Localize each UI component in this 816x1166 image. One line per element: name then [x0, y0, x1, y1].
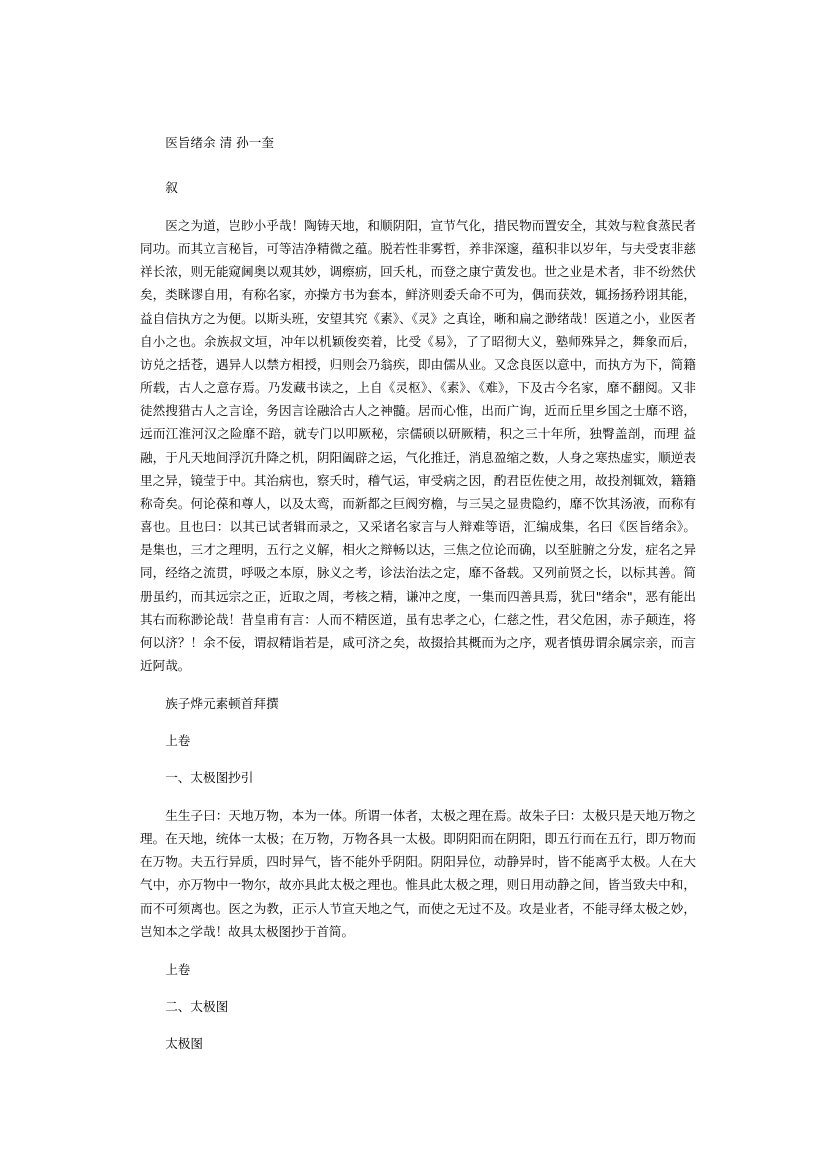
section-heading-2: 二、太极图 [165, 998, 229, 1014]
section-volume-2: 上卷 [165, 962, 191, 977]
section-body-2: 太极图 [165, 1035, 203, 1051]
preface-heading: 叙 [165, 179, 178, 195]
preface-signature: 族子烨元素顿首拜撰 [165, 696, 279, 712]
section-volume-1: 上卷 [165, 733, 191, 749]
section-heading-1: 一、太极图抄引 [165, 770, 254, 786]
document-title: 医旨绪余 清 孙一奎 [165, 135, 274, 150]
preface-body: 医之为道，岂眇小乎哉！陶铸天地，和顺阴阳，宣节气化，措民物而置安全，其效与粒食蒸民者同功。而其立言秘旨，可等洁净精微之蕴。脱若性非雾哲，养非深邃，蕴积非以岁年，与夫受衷非慈祥长浓，则无能窥阃奥以观其妙，调瘵疬，回夭札，而登之康宁黄发也。世之业是术者，非不纷然伏矣，类眯谬自用，有称名家，亦操方书为套本，鲜济则委夭命不可为，偶而获效，辄扬扬矜诩其能，益自信执方之为便。以斯头班，安望其究《素》、《灵》之真诠，晰和扁之渺绪哉！医道之小，业医者自小之也。余族叔文垣，冲年以机颖俊奕着，比受《易》，了了昭彻大义，塾师殊异之，舞象而后，访兑之括苍，遇异人以禁方相授，归则会乃翁疾，即由儒从业。又念良医以意中，而执方为下，简籍所载，古人之意存焉。乃发藏书读之，上自《灵枢》、《素》、《难》，下及古今名家，靡不翻阅。又非徒然搜猎古人之言诠，务因言诠融洽古人之神髓。居而心惟，出而广询，近而丘里乡国之士靡不谘，远而江淮河汉之险靡不踣，就专门以叩厥秘，宗儒硕以研厥精，积之三十年所，独臀盖剖，而理 益融，于凡天地间浮沉升降之机，阴阳阖辟之运，气化推迁，消息盈缩之数，人身之寒热虚实，顺逆表里之异，镜莹于中。其治病也，察夭时，稽气运，审受病之因，酌君臣佐使之用，故投剂辄效，籍籍称奇矣。何论葆和尊人，以及太鸾，而新都之巨阀穷檐，与三吴之显贵隐约，靡不饮其汤液，而称有喜也。且也曰：以其已试者辑而录之，又采诸名家言与人辩难等语，汇编成集，名曰《医旨绪余》。是集也，三才之理明，五行之义解，相火之辩畅以达，三焦之位论而确，以至脏腑之分发，症名之异同，经络之流贯，呼吸之本原，脉义之考，诊法治法之定，靡不备载。又列前贤之长，以标其善。简册虽约，而其远宗之正，近取之周，考核之精，谦冲之度，一集而四善具焉，犹曰"绪余"，恶有能出其右而称渺论哉！昔皇甫有言：人而不精医道，虽有忠孝之心，仁慈之性，君父危困，赤子颠连，将何以济？！余不佞，谓叔精诣若是，咸可济之矣，故掇拾其概而为之序，观者慎毋谓余属宗亲，而言近阿哉。 [140, 217, 696, 674]
section-body-1: 生生子曰：天地万物，本为一体。所谓一体者，太极之理在焉。故朱子曰：太极只是天地万物之理。在天地，统体一太极；在万物，万物各具一太极。即阴阳而在阴阳，即五行而在五行，即万物而在万物。夫五行异质，四时异气，皆不能外乎阴阳。阴阳异位，动静异时，皆不能离乎太极。人在大气中，亦万物中一物尔，故亦具此太极之理也。惟具此太极之理，则日用动静之间，皆当致夫中和，而不可须离也。医之为教，正示人节宣天地之气，而使之无过不及。攻是业者，不能寻绎太极之妙，岂知本之学哉！故具太极图抄于首简。 [140, 807, 696, 939]
